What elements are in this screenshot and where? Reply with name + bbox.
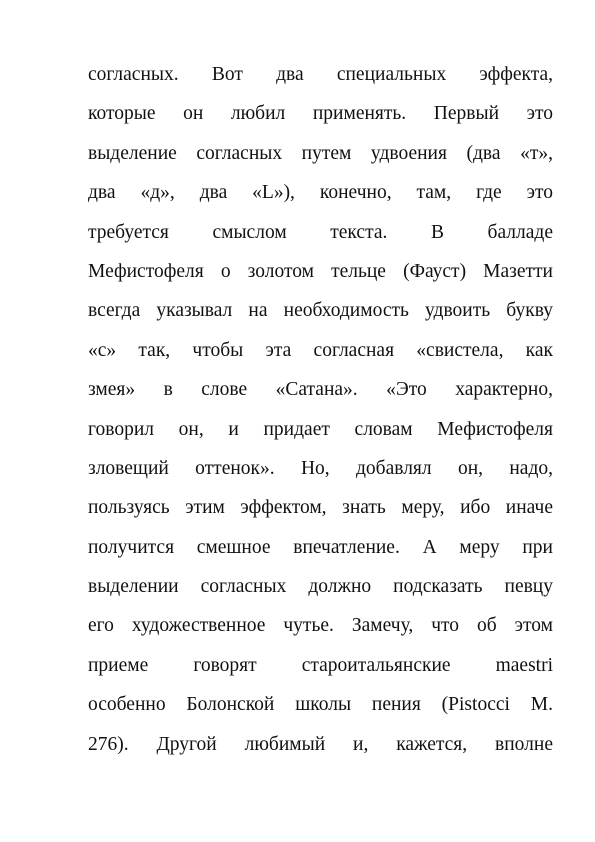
text-line-4: два «д», два «L»), конечно, там, где это bbox=[88, 182, 553, 204]
body-text bbox=[88, 55, 553, 764]
text-line-18: 276). Другой любимый и, кажется, вполне bbox=[88, 733, 553, 755]
text-line-14: выделении согласных должно подсказать певцу bbox=[88, 576, 553, 598]
text-line-12: пользуясь этим эффектом, знать меру, ибо иначе bbox=[88, 497, 553, 519]
text-line-15: его художественное чутье. Замечу, что об этом bbox=[88, 615, 553, 637]
text-line-16: приеме говорят староитальянские maestri bbox=[88, 654, 553, 676]
text-line-17: особенно Болонской школы пения (Pistocci M. bbox=[88, 694, 553, 716]
text-line-8: «с» так, чтобы эта согласная «свистела, как bbox=[88, 339, 553, 361]
text-line-3: выделение согласных путем удвоения (два «т», bbox=[88, 142, 553, 164]
text-line-9: змея» в слове «Сатана». «Это характерно, bbox=[88, 379, 553, 401]
text-line-10: говорил он, и придает словам Мефистофеля bbox=[88, 418, 553, 440]
text-line-7: всегда указывал на необходимость удвоить букву bbox=[88, 300, 553, 322]
text-line-11: зловещий оттенок». Но, добавлял он, надо, bbox=[88, 457, 553, 479]
text-line-1: согласных. Вот два специальных эффекта, bbox=[88, 64, 553, 85]
text-line-6: Мефистофеля о золотом тельце (Фауст) Мазетти bbox=[88, 260, 553, 282]
text-line-13: получится смешное впечатление. А меру при bbox=[88, 536, 553, 558]
text-line-5: требуется смыслом текста. В балладе bbox=[88, 221, 553, 243]
text-line-2: которые он любил применять. Первый это bbox=[88, 103, 553, 125]
